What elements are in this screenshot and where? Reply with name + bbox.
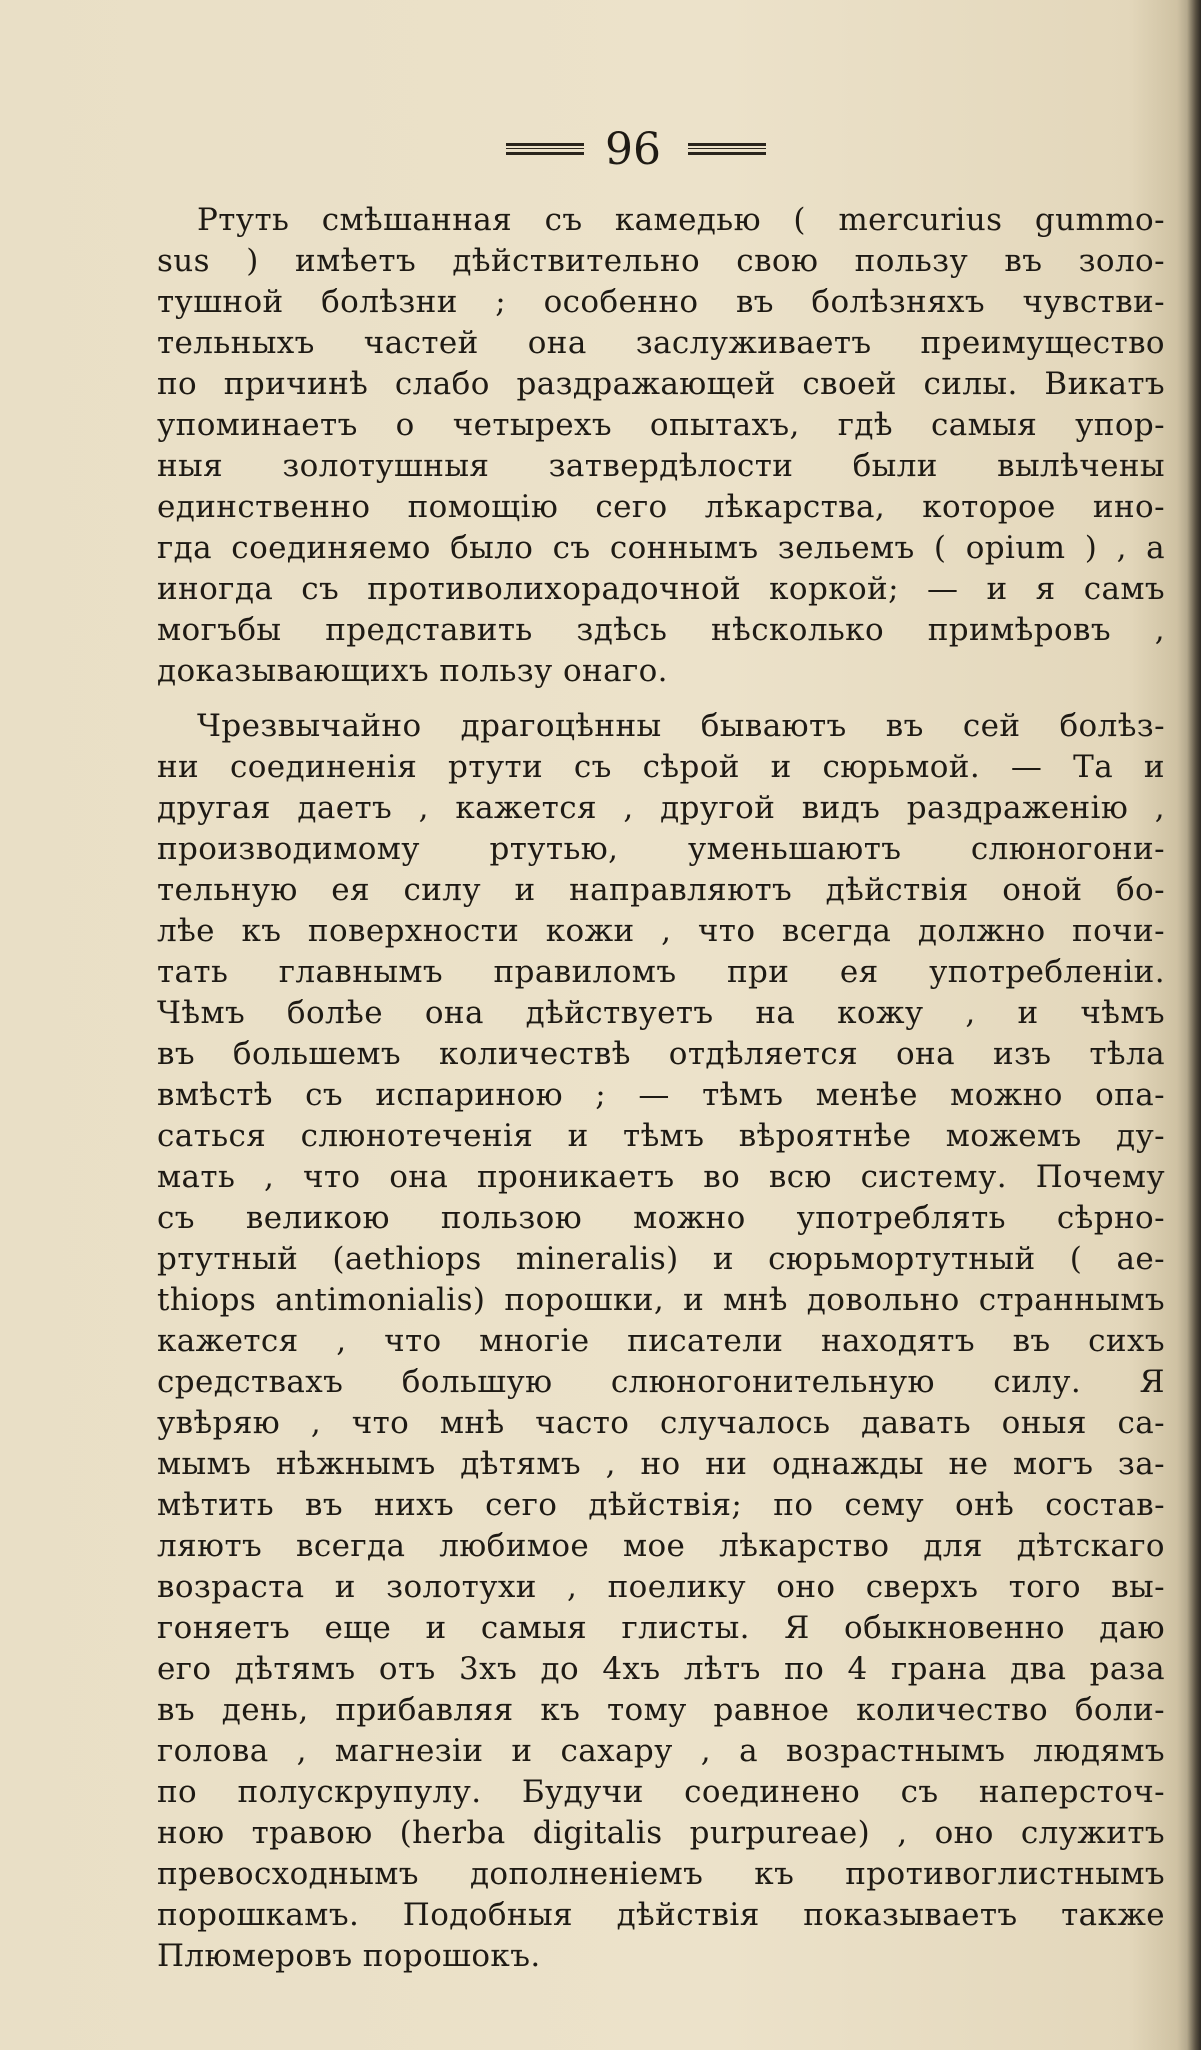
page-header xyxy=(0,124,1201,178)
text-line: кажется , что многіе писатели находятъ въ сихъ xyxy=(157,1323,1165,1359)
text-line: Плюмеровъ порошокъ. xyxy=(157,1938,541,1974)
text-line: вмѣстѣ съ испариною ; — тѣмъ менѣе можно опа- xyxy=(157,1077,1165,1113)
text-line: sus ) имѣетъ дѣйствительно свою пользу въ золо- xyxy=(157,243,1165,279)
text-line: въ большемъ количествѣ отдѣляется она изъ тѣла xyxy=(157,1036,1165,1072)
text-line: ныя золотушныя затвердѣлости были вылѣчены xyxy=(157,448,1165,484)
header-rule-right xyxy=(688,143,766,155)
body-text xyxy=(157,200,1165,1977)
text-line: Ртуть смѣшанная съ камедью ( mercurius gummo- xyxy=(197,202,1165,238)
text-line: могъбы представить здѣсь нѣсколько примѣровъ , xyxy=(157,612,1165,648)
text-line: производимому ртутью, уменьшаютъ слюногони- xyxy=(157,831,1165,867)
text-line: тать главнымъ правиломъ при ея употребленіи. xyxy=(157,954,1165,990)
text-line: Чѣмъ болѣе она дѣйствуетъ на кожу , и чѣмъ xyxy=(157,995,1165,1031)
text-line: мѣтить въ нихъ сего дѣйствія; по сему онѣ состав- xyxy=(157,1487,1165,1523)
text-line: единственно помощію сего лѣкарства, которое ино- xyxy=(157,489,1165,525)
text-line: его дѣтямъ отъ 3хъ до 4хъ лѣтъ по 4 грана два раза xyxy=(157,1651,1165,1687)
text-line: порошкамъ. Подобныя дѣйствія показываетъ также xyxy=(157,1897,1165,1933)
text-line: ляютъ всегда любимое мое лѣкарство для дѣтскаго xyxy=(157,1528,1165,1564)
text-line: по полускрупулу. Будучи соединено съ наперсточ- xyxy=(157,1774,1165,1810)
text-line: доказывающихъ пользу онаго. xyxy=(157,653,668,689)
text-line: ртутный (aethiops mineralis) и сюрьмортутный ( ae- xyxy=(157,1241,1165,1277)
text-line: Чрезвычайно драгоцѣнны бываютъ въ сей болѣз- xyxy=(197,708,1165,744)
text-line: съ великою пользою можно употреблять сѣрно- xyxy=(157,1200,1165,1236)
text-line: мать , что она проникаетъ во всю систему. Почему xyxy=(157,1159,1165,1195)
text-line: тельную ея силу и направляютъ дѣйствія оной бо- xyxy=(157,872,1165,908)
text-line: тельныхъ частей она заслуживаетъ преимущество xyxy=(157,325,1165,361)
text-line: упоминаетъ о четырехъ опытахъ, гдѣ самыя упор- xyxy=(157,407,1165,443)
text-line: thiops antimonialis) порошки, и мнѣ довольно страннымъ xyxy=(157,1282,1165,1318)
text-line: иногда съ противолихорадочной коркой; — и я самъ xyxy=(157,571,1165,607)
text-line: мымъ нѣжнымъ дѣтямъ , но ни однажды не могъ за- xyxy=(157,1446,1165,1482)
paragraph-gap xyxy=(157,692,1165,706)
text-line: превосходнымъ дополненіемъ къ противоглистнымъ xyxy=(157,1856,1165,1892)
page-number: 96 xyxy=(605,124,661,175)
text-line: въ день, прибавляя къ тому равное количество боли- xyxy=(157,1692,1165,1728)
text-line: возраста и золотухи , поелику оно сверхъ того вы- xyxy=(157,1569,1165,1605)
text-line: ною травою (herba digitalis purpureae) , оно служитъ xyxy=(157,1815,1165,1851)
text-line: ни соединенія ртути съ сѣрой и сюрьмой. — Та и xyxy=(157,749,1165,785)
text-line: средствахъ большую слюногонительную силу. Я xyxy=(157,1364,1165,1400)
text-line: другая даетъ , кажется , другой видъ раздраженію , xyxy=(157,790,1165,826)
page-edge-shadow xyxy=(1187,0,1201,2050)
text-line: лѣе къ поверхности кожи , что всегда должно почи- xyxy=(157,913,1165,949)
text-line: увѣряю , что мнѣ часто случалось давать оныя са- xyxy=(157,1405,1165,1441)
text-line: по причинѣ слабо раздражающей своей силы. Викатъ xyxy=(157,366,1165,402)
paragraph-2 xyxy=(157,706,1165,1977)
text-line: саться слюнотеченія и тѣмъ вѣроятнѣе можемъ ду- xyxy=(157,1118,1165,1154)
header-rule-left xyxy=(506,143,584,155)
text-line: гда соединяемо было съ соннымъ зельемъ ( opium ) , а xyxy=(157,530,1165,566)
paragraph-1 xyxy=(157,200,1165,692)
text-line: гоняетъ еще и самыя глисты. Я обыкновенно даю xyxy=(157,1610,1165,1646)
text-line: тушной болѣзни ; особенно въ болѣзняхъ чувстви- xyxy=(157,284,1165,320)
text-line: голова , магнезіи и сахару , а возрастнымъ людямъ xyxy=(157,1733,1165,1769)
